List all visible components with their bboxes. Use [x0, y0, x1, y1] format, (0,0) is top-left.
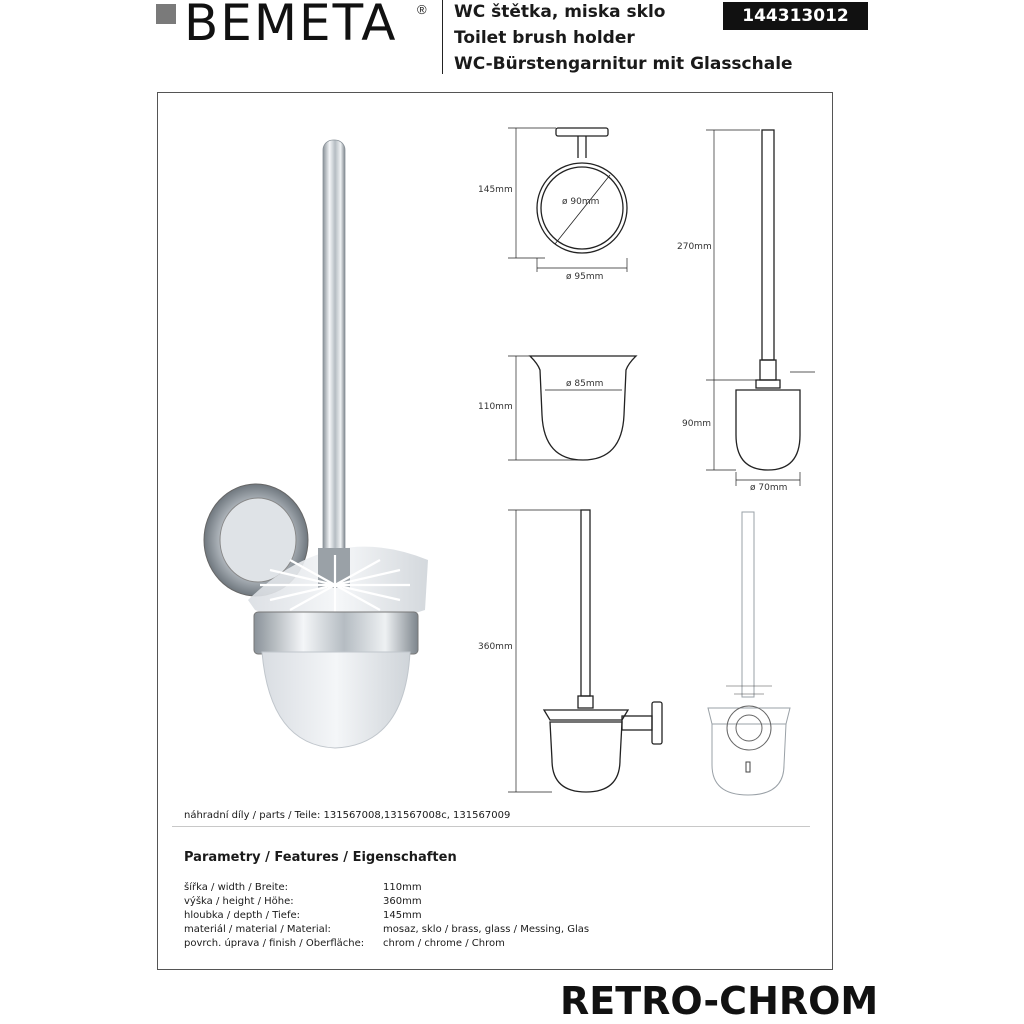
feature-value: 360mm [383, 896, 422, 907]
feature-value: chrom / chrome / Chrom [383, 938, 505, 949]
feature-value: 110mm [383, 882, 422, 893]
title-german: WC-Bürstengarnitur mit Glasschale [454, 54, 793, 74]
features-title: Parametry / Features / Eigenschaften [184, 850, 457, 865]
registered-mark: ® [417, 2, 427, 17]
feature-label: materiál / material / Material: [184, 924, 331, 935]
dim-glass-diameter: ø 85mm [566, 379, 604, 389]
dim-head-height: 90mm [682, 419, 711, 429]
feature-value: mosaz, sklo / brass, glass / Messing, Glas [383, 924, 590, 935]
dim-top-height: 145mm [478, 185, 513, 195]
drawing-back [708, 512, 790, 795]
feature-label: povrch. úprava / finish / Oberfläche: [184, 938, 365, 949]
product-photo [204, 140, 428, 748]
drawing-side [508, 510, 662, 792]
feature-label: výška / height / Höhe: [184, 896, 294, 907]
drawing-glass [508, 356, 636, 460]
dim-glass-height: 110mm [478, 402, 513, 412]
product-code: 144313012 [723, 2, 868, 30]
dim-head-diameter: ø 70mm [750, 483, 788, 493]
spare-parts-line: náhradní díly / parts / Teile: 131567008,131567008c, 131567009 [184, 810, 511, 821]
feature-value: 145mm [383, 910, 422, 921]
drawing-brush [706, 130, 815, 486]
feature-label: šířka / width / Breite: [184, 882, 288, 893]
brand-logo: BEMETA [184, 0, 398, 52]
title-czech: WC štětka, miska sklo [454, 2, 666, 22]
section-divider [172, 826, 810, 827]
dim-ring-outer: ø 95mm [566, 272, 604, 282]
dim-ring-inner: ø 90mm [562, 197, 600, 207]
dim-brush-height: 270mm [677, 242, 712, 252]
dim-total-height: 360mm [478, 642, 513, 652]
series-name: RETRO-CHROM [560, 979, 879, 1023]
feature-label: hloubka / depth / Tiefe: [184, 910, 300, 921]
title-english: Toilet brush holder [454, 28, 635, 48]
